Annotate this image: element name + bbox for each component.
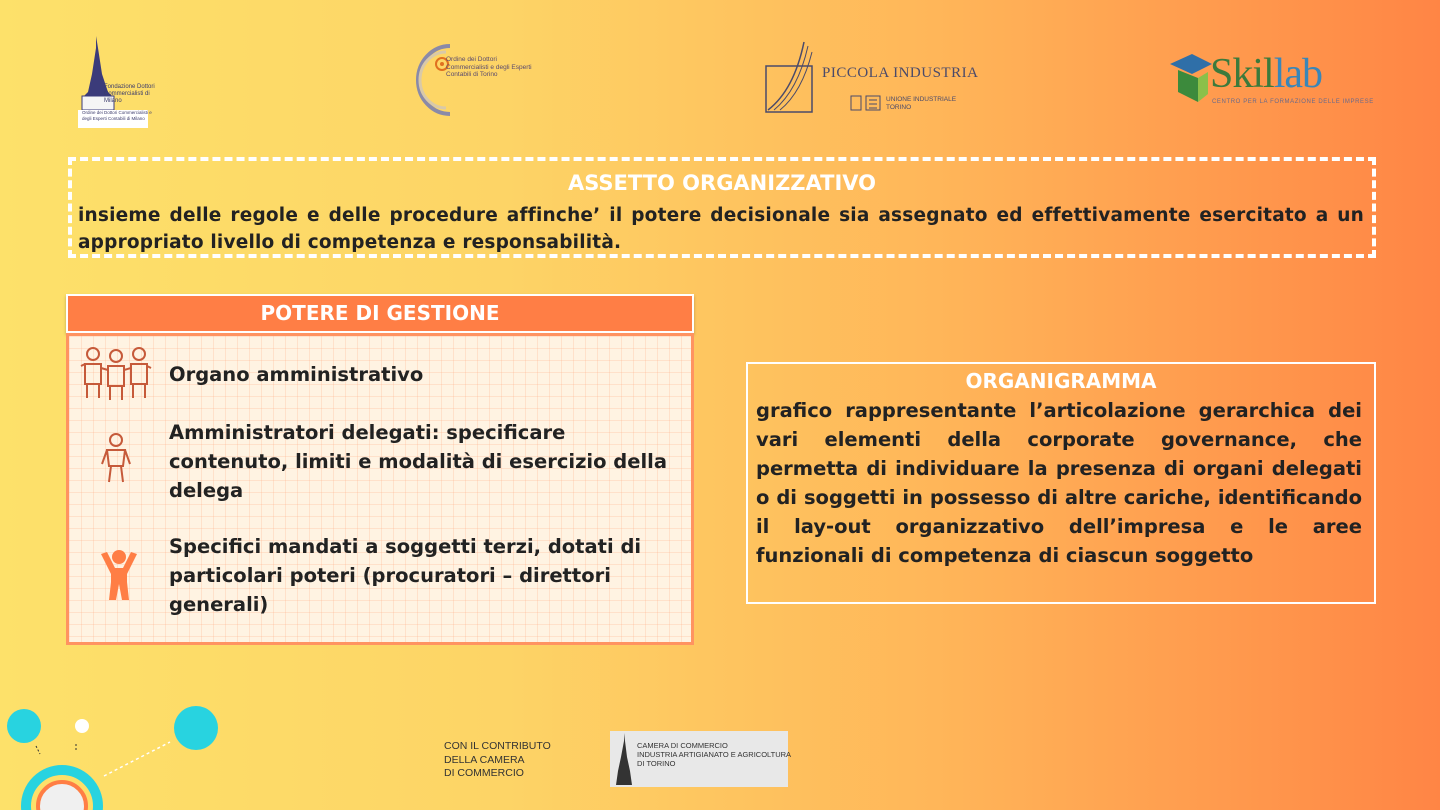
camera-commercio-logo (610, 731, 792, 787)
graduation-cap-icon (1168, 48, 1212, 104)
skillab-word-lab: lab (1273, 51, 1323, 97)
gestione-item-2-bold: delega (169, 479, 244, 502)
definition-title: ASSETTO ORGANIZZATIVO (567, 171, 877, 195)
decor-white-dot (75, 719, 89, 733)
person-icon (99, 432, 133, 484)
odcec-torino-logo (412, 40, 542, 120)
mole-icon (612, 733, 636, 785)
organigramma-title: ORGANIGRAMMA (965, 369, 1157, 393)
piccola-industria-emblem-icon (764, 40, 820, 116)
decor-cyan-circle-small (7, 709, 41, 743)
camera-line3: DI TORINO (637, 759, 676, 768)
unione-industriale-line2: TORINO (886, 104, 912, 111)
gestione-panel (66, 333, 694, 645)
organigramma-text: grafico rappresentante l’articolazione gerarchica dei vari elementi della corporate governance, che permetta di individuare la presenza di organi delegati o di soggetti in possesso di altre cariche, identificando il lay-out organizzativo dell’impresa e le aree funzionali di competenza di ciascun soggetto (756, 399, 1362, 567)
contributo-line1: CON IL CONTRIBUTO (444, 740, 551, 752)
decor-ring-inner (38, 782, 86, 810)
odcec-milano-subtext: Ordine dei Dottori Commercialisti e degli Esperti Contabili di Milano (82, 110, 152, 121)
contributo-line2: DELLA CAMERA (444, 753, 525, 766)
contributo-text (444, 740, 584, 781)
odcec-torino-text: Ordine dei Dottori Commercialisti e degli Esperti Contabili di Torino (446, 56, 532, 78)
definition-box (68, 157, 1376, 258)
unione-industriale-text (886, 96, 956, 112)
cheering-person-icon (99, 548, 139, 602)
gestione-header: POTERE DI GESTIONE (66, 294, 694, 333)
gestione-item-1: Organo amministrativo (169, 363, 424, 386)
gestione-item-3: Specifici mandati a soggetti terzi, dotati di particolari poteri (procuratori – direttori generali) (169, 535, 642, 616)
skillab-word-skil: Skil (1210, 51, 1274, 97)
decor-dotted-line (104, 742, 170, 776)
group-people-icon (79, 344, 153, 400)
skillab-logo (1168, 48, 1374, 114)
camera-line2: INDUSTRIA ARTIGIANATO E AGRICOLTURA (637, 750, 792, 759)
decorative-circles (0, 690, 240, 810)
piccola-industria-logo (764, 40, 1004, 116)
unione-industriale-emblem-icon (850, 94, 882, 112)
gestione-item-2 (169, 418, 669, 505)
camera-commercio-text (637, 741, 791, 768)
gestione-item-2-text: Amministratori delegati: specificare contenuto, limiti e modalità di esercizio della (169, 421, 667, 473)
skillab-wordmark (1210, 50, 1322, 98)
skillab-tagline: CENTRO PER LA FORMAZIONE DELLE IMPRESE (1212, 99, 1374, 105)
odcec-milano-text: Fondazione Dottori Commercialisti di Milano (104, 84, 155, 104)
decor-cyan-circle-large (174, 706, 218, 750)
organigramma-box (746, 362, 1376, 604)
odcec-milano-logo (72, 34, 162, 130)
odcec-torino-emblem-icon (412, 40, 462, 120)
camera-line1: CAMERA DI COMMERCIO (637, 741, 728, 750)
contributo-line3: DI COMMERCIO (444, 767, 524, 779)
piccola-industria-title: PICCOLA INDUSTRIA (822, 65, 979, 81)
decor-dashes (36, 744, 76, 754)
unione-industriale-line1: UNIONE INDUSTRIALE (886, 96, 957, 103)
definition-text: insieme delle regole e delle procedure affinche’ il potere decisionale sia assegnato ed effettivamente esercitato a un appropriato livello di competenza e responsabilità. (78, 205, 1364, 253)
